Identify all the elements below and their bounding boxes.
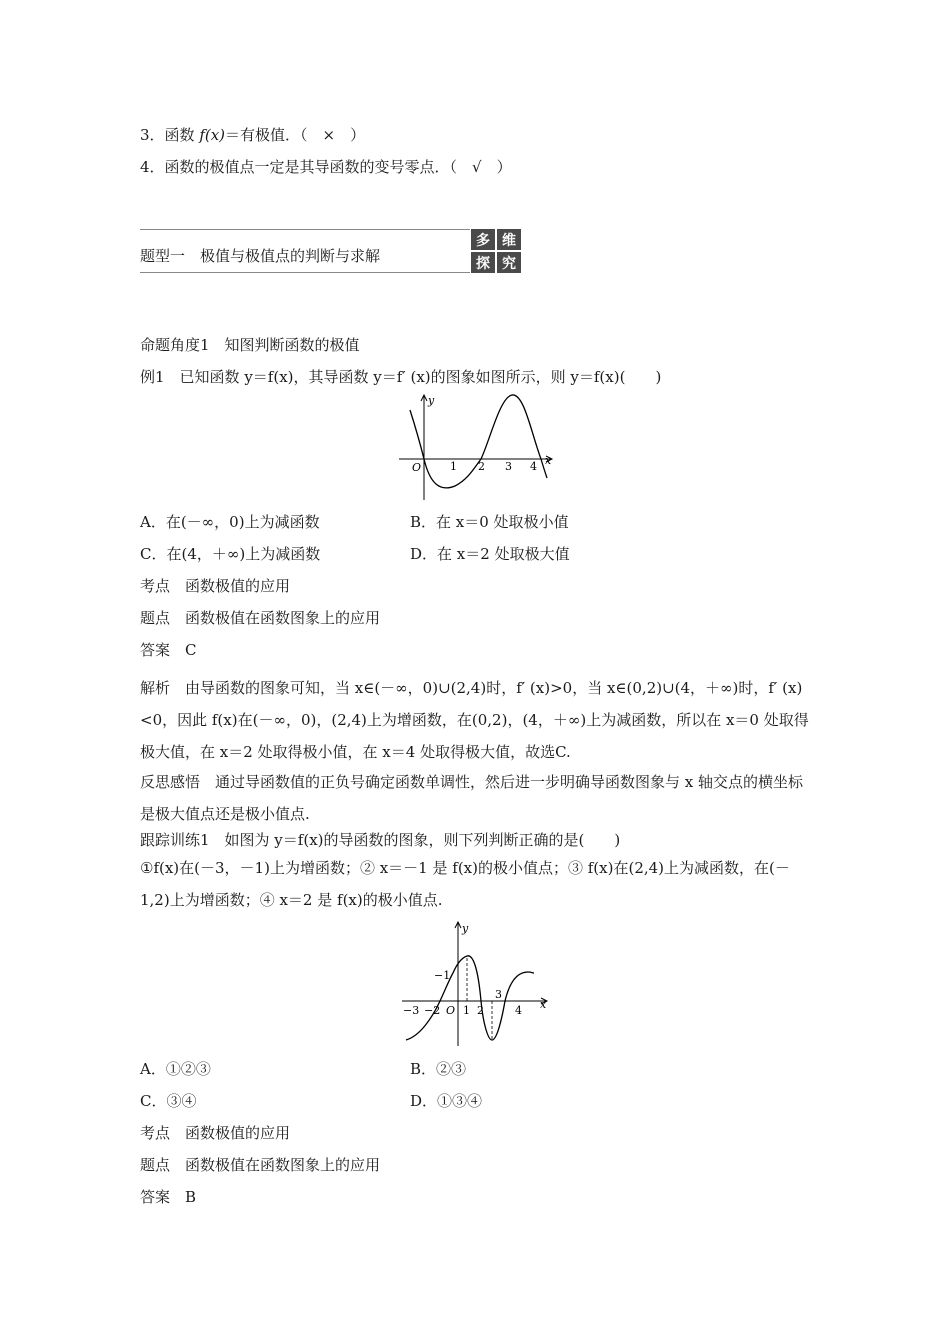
example-1-kaodian: 考点 函数极值的应用 [140,577,291,595]
tick-label: 3 [495,988,502,1001]
training-1-derivative-graph [398,918,553,1048]
example-1-stem: 例1 已知函数 y＝f(x)，其导函数 y＝f′ (x)的图象如图所示，则 y＝f(x)( ) [140,368,662,386]
tick-label: 3 [505,460,512,473]
example-1-tidian: 题点 函数极值在函数图象上的应用 [140,609,381,627]
training-1-tidian: 题点 函数极值在函数图象上的应用 [140,1156,381,1174]
tick-label: 4 [515,1004,522,1017]
angle-heading: 命题角度1 知图判断函数的极值 [140,336,360,354]
derivative-curve [410,395,547,488]
origin-label: O [446,1004,456,1017]
training-1-stem: 跟踪训练1 如图为 y＝f(x)的导函数的图象，则下列判断正确的是( ) [140,831,621,849]
example-1-derivative-graph [395,392,560,502]
tick-label: 1 [450,460,457,473]
tick-label: 4 [530,460,537,473]
training-1-option-d: D．①③④ [410,1092,483,1110]
tick-label: 1 [463,1004,470,1017]
training-1-statements: ①f(x)在(－3，－1)上为增函数；② x＝－1 是 f(x)的极小值点；③ f(x)在(2,4)上为减函数，在(－1,2)上为增函数；④ x＝2 是 f(x)的极小值点. [140,859,790,909]
training-1-kaodian: 考点 函数极值的应用 [140,1124,291,1142]
x-axis-label: x [540,998,547,1011]
section-title: 题型一 极值与极值点的判断与求解 [140,247,381,265]
tick-label: −2 [424,1004,441,1017]
tick-label: −1 [434,969,451,982]
training-1-option-a: A．①②③ [140,1060,211,1078]
badge-char: 多 [471,229,495,250]
y-axis-label: y [462,922,469,935]
judgement-item-3: 3．函数 f(x)＝有极值．（ × ） [140,126,366,144]
example-1-option-b: B．在 x＝0 处取极小值 [410,513,569,531]
tick-label: 2 [478,460,485,473]
y-axis-label: y [428,394,435,407]
derivative-curve [406,956,534,1040]
training-1-option-b: B．②③ [410,1060,467,1078]
example-1-option-c: C．在(4，＋∞)上为减函数 [140,545,321,563]
origin-label: O [412,461,422,474]
section-badge [471,229,521,273]
section-rule-top [140,229,470,230]
example-1-option-d: D．在 x＝2 处取极大值 [410,545,570,563]
section-rule-bottom [140,272,470,273]
example-1-option-a: A．在(－∞，0)上为减函数 [140,513,320,531]
training-1-option-c: C．③④ [140,1092,197,1110]
tick-label: −3 [403,1004,420,1017]
badge-char: 探 [471,252,495,273]
example-1-reflection: 反思感悟 通过导函数值的正负号确定函数单调性，然后进一步明确导函数图象与 x 轴交点的横坐标是极大值点还是极小值点. [140,773,804,823]
section-header [140,229,521,273]
judgement-item-4: 4．函数的极值点一定是其导函数的变号零点．（ √ ） [140,158,512,176]
training-1-answer: 答案 B [140,1188,197,1206]
badge-char: 究 [497,252,521,273]
x-axis-label: x [545,454,552,467]
tick-label: 2 [477,1004,484,1017]
example-1-answer: 答案 C [140,641,197,659]
example-1-analysis: 解析 由导函数的图象可知，当 x∈(－∞，0)∪(2,4)时，f′ (x)>0，当 x∈(0,2)∪(4，＋∞)时，f′ (x)<0，因此 f(x)在(－∞，0)，(2,4)上为增函数，在(0,2)，(4，＋∞)上为减函数，所以在 x＝0 处取得极大值，在 x＝2 处取得极小值，在 x＝4 处取得极大值，故选C. [140,679,809,761]
badge-char: 维 [497,229,521,250]
